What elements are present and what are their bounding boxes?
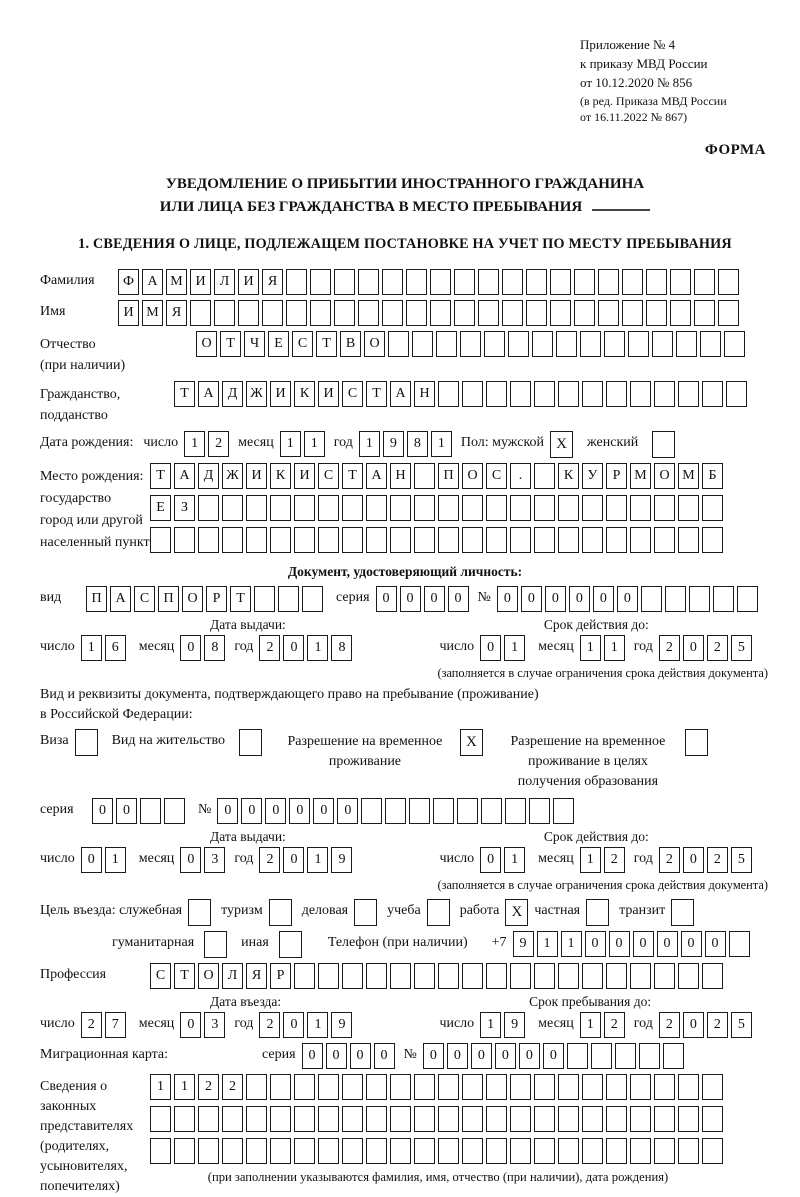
permit-issue-year-label: год: [234, 850, 254, 866]
header-line-2: к приказу МВД России: [580, 55, 708, 71]
entry-day-label: число: [40, 1015, 75, 1031]
purpose-study-label: учеба: [387, 902, 421, 918]
representatives-label-6: попечителях): [40, 1178, 120, 1194]
representatives-cells-row2[interactable]: [150, 1106, 726, 1132]
citizenship-cells[interactable]: Т А Д Ж И К И С Т А Н: [174, 381, 750, 407]
entry-dates-row: [40, 1012, 770, 1038]
patronymic-label: Отчество: [40, 336, 96, 352]
entry-month-cells[interactable]: 0 3: [180, 1012, 228, 1038]
doc-issue-year-cells[interactable]: 2 0 1 8: [259, 635, 355, 661]
migration-series-label: серия: [262, 1046, 296, 1062]
permit-number-sign: №: [198, 801, 212, 817]
year-label: год: [333, 434, 353, 450]
birthplace-city-label: город или другой: [40, 512, 143, 528]
purpose-private-checkbox[interactable]: [586, 899, 609, 926]
stay-month-label: месяц: [538, 1015, 574, 1031]
day-label: число: [143, 434, 179, 450]
stay-year-label: год: [633, 1015, 653, 1031]
permit-issue-date-label: Дата выдачи:: [210, 828, 286, 844]
gender-male-label: Пол: мужской: [460, 434, 545, 450]
migration-card-row: [40, 1043, 770, 1069]
birthdate-label: Дата рождения:: [40, 434, 134, 450]
title-line-2: ИЛИ ЛИЦА БЕЗ ГРАЖДАНСТВА В МЕСТО ПРЕБЫВАНИЯ: [159, 199, 583, 216]
representatives-note: (при заполнении указываются фамилия, имя, отчество (при наличии), дата рождения): [207, 1169, 669, 1184]
representatives-cells-row3[interactable]: [150, 1138, 726, 1164]
firstname-row: [40, 300, 770, 326]
doc-issue-year-label: год: [234, 638, 254, 654]
doc-exp-month-label: месяц: [538, 638, 574, 654]
header-subline-1: (в ред. Приказа МВД России: [580, 93, 727, 108]
birth-day-cells[interactable]: 1 2: [184, 431, 232, 457]
identity-doc-row: [40, 586, 770, 612]
gender-male-checkbox[interactable]: X: [550, 431, 573, 458]
surname-label: Фамилия: [40, 272, 95, 288]
purpose-transit-label: транзит: [619, 902, 666, 918]
permit-dates-row: [40, 847, 770, 873]
visa-label: Виза: [40, 732, 69, 748]
rvp-label-line2: проживание: [328, 753, 402, 769]
permit-intro-line1: Вид и реквизиты документа, подтверждающего право на пребывание (проживание): [40, 686, 539, 702]
permit-valid-until-label: Срок действия до:: [543, 828, 649, 844]
permit-exp-month-label: месяц: [538, 850, 574, 866]
purpose-official-label: Цель въезда: служебная: [40, 902, 183, 918]
doc-validity-note: (заполняется в случае ограничения срока действия документа): [437, 665, 768, 680]
entry-year-cells[interactable]: 2 0 1 9: [259, 1012, 355, 1038]
doc-issue-day-label: число: [40, 638, 75, 654]
migration-card-label: Миграционная карта:: [40, 1046, 169, 1062]
profession-cells[interactable]: С Т О Л Я Р: [150, 963, 726, 989]
stay-day-cells[interactable]: 1 9: [480, 1012, 528, 1038]
permit-date-labels: [40, 829, 770, 845]
phone-cells[interactable]: 9 1 1 0 0 0 0 0 0: [513, 931, 753, 957]
representatives-label-3: представителях: [40, 1118, 134, 1134]
phone-label: Телефон (при наличии): [327, 934, 468, 950]
stay-day-label: число: [439, 1015, 475, 1031]
doc-exp-year-label: год: [633, 638, 653, 654]
permit-issue-day-label: число: [40, 850, 75, 866]
permit-intro-line2: в Российской Федерации:: [40, 706, 193, 722]
purpose-business-label: деловая: [301, 902, 349, 918]
doc-issue-month-cells[interactable]: 0 8: [180, 635, 228, 661]
birthplace-row: [40, 463, 770, 559]
birth-month-cells[interactable]: 1 1: [280, 431, 328, 457]
month-label: месяц: [238, 434, 274, 450]
birthplace-label: Место рождения:: [40, 468, 144, 484]
purpose-study-checkbox[interactable]: [427, 899, 450, 926]
representatives-label-5: усыновителях,: [40, 1158, 128, 1174]
birth-year-cells[interactable]: 1 9 8 1: [359, 431, 455, 457]
identity-doc-heading: Документ, удостоверяющий личность:: [287, 563, 523, 579]
permit-series-cells[interactable]: 0 0: [92, 798, 188, 824]
title-line-1: УВЕДОМЛЕНИЕ О ПРИБЫТИИ ИНОСТРАННОГО ГРАЖДАНИНА: [165, 176, 645, 193]
permit-validity-note: (заполняется в случае ограничения срока действия документа): [437, 877, 768, 892]
citizenship-label: Гражданство,: [40, 386, 121, 402]
doc-valid-until-label: Срок действия до:: [543, 616, 649, 632]
doc-issue-date-label: Дата выдачи:: [210, 616, 286, 632]
permit-issue-month-label: месяц: [138, 850, 175, 866]
doc-dates-row: [40, 635, 770, 661]
purpose-other-label: иная: [241, 934, 269, 950]
entry-month-label: месяц: [138, 1015, 175, 1031]
purpose-other-checkbox[interactable]: [279, 931, 302, 958]
doc-series-cells[interactable]: 0 0 0 0: [376, 586, 472, 612]
permit-exp-year-label: год: [633, 850, 653, 866]
rvp-edu-checkbox[interactable]: [685, 729, 708, 756]
patronymic-cells[interactable]: О Т Ч Е С Т В О: [196, 331, 748, 357]
phone-prefix: +7: [491, 934, 507, 950]
permit-series-row: [40, 798, 770, 824]
permit-exp-day-label: число: [439, 850, 475, 866]
doc-number-sign: №: [477, 589, 491, 605]
entry-date-label: Дата въезда:: [210, 993, 282, 1009]
rvp-label-line1: Разрешение на временное: [287, 733, 443, 749]
surname-cells[interactable]: Ф А М И Л И Я: [118, 269, 742, 295]
migration-number-cells[interactable]: 0 0 0 0 0 0: [423, 1043, 687, 1069]
permit-exp-month-cells[interactable]: 1 2: [580, 847, 628, 873]
permit-exp-day-cells[interactable]: 0 1: [480, 847, 528, 873]
patronymic-row: [40, 331, 770, 376]
profession-label: Профессия: [40, 966, 107, 982]
birthplace-cells-row2[interactable]: Е З: [150, 495, 726, 521]
gender-female-label: женский: [587, 434, 639, 450]
purpose-private-label: частная: [534, 902, 581, 918]
purpose-tourism-checkbox[interactable]: [269, 899, 292, 926]
stay-year-cells[interactable]: 2 0 2 5: [659, 1012, 755, 1038]
permit-issue-year-cells[interactable]: 2 0 1 9: [259, 847, 355, 873]
representatives-label-2: законных: [40, 1098, 97, 1114]
purpose-business-checkbox[interactable]: [354, 899, 377, 926]
doc-exp-year-cells[interactable]: 2 0 2 5: [659, 635, 755, 661]
citizenship-label-2: подданство: [40, 407, 108, 423]
permit-number-cells[interactable]: 0 0 0 0 0 0: [217, 798, 577, 824]
header-reference-block: [580, 36, 770, 126]
stay-until-label: Срок пребывания до:: [529, 993, 652, 1009]
purpose-work-checkbox[interactable]: X: [505, 899, 528, 926]
permit-issue-month-cells[interactable]: 0 3: [180, 847, 228, 873]
form-title: [40, 173, 770, 220]
gender-female-checkbox[interactable]: [652, 431, 675, 458]
representatives-label-1: Сведения о: [40, 1078, 108, 1094]
doc-issue-day-cells[interactable]: 1 6: [81, 635, 129, 661]
migration-series-cells[interactable]: 0 0 0 0: [302, 1043, 398, 1069]
doc-exp-day-label: число: [439, 638, 475, 654]
header-line-1: Приложение № 4: [580, 37, 676, 52]
residence-permit-checkbox[interactable]: [239, 729, 262, 756]
citizenship-row: [40, 381, 770, 426]
rvp-edu-label-line1: Разрешение на временное: [510, 733, 666, 749]
profession-row: [40, 963, 770, 989]
entry-purpose-row: [40, 899, 770, 926]
firstname-label: Имя: [40, 303, 66, 319]
representatives-cells-row1[interactable]: 1 1 2 2: [150, 1074, 726, 1100]
migration-number-sign: №: [403, 1046, 417, 1062]
birthplace-state-label: государство: [40, 490, 112, 506]
permit-exp-year-cells[interactable]: 2 0 2 5: [659, 847, 755, 873]
rvp-checkbox[interactable]: X: [460, 729, 483, 756]
visa-checkbox[interactable]: [75, 729, 98, 756]
purpose-work-label: работа: [459, 902, 500, 918]
representatives-row: [40, 1074, 770, 1197]
section1-heading: 1. СВЕДЕНИЯ О ЛИЦЕ, ПОДЛЕЖАЩЕМ ПОСТАНОВКЕ НА УЧЕТ ПО МЕСТУ ПРЕБЫВАНИЯ: [78, 235, 732, 252]
surname-row: [40, 269, 770, 295]
title-underline: [592, 209, 650, 211]
birthplace-cells-row1[interactable]: Т А Д Ж И К И С Т А Н П О С . К У Р М О М Б: [150, 463, 726, 489]
firstname-cells[interactable]: И М Я: [118, 300, 742, 326]
purpose-extra-row: [40, 931, 770, 958]
doc-issue-month-label: месяц: [138, 638, 175, 654]
patronymic-note: (при наличии): [40, 357, 126, 373]
purpose-official-checkbox[interactable]: [188, 899, 211, 926]
birthplace-cells-row3[interactable]: [150, 527, 726, 553]
permit-issue-day-cells[interactable]: 0 1: [81, 847, 129, 873]
header-line-3: от 10.12.2020 № 856: [580, 74, 693, 90]
doc-number-cells[interactable]: 0 0 0 0 0 0: [497, 586, 761, 612]
entry-date-labels: [40, 994, 770, 1010]
doc-exp-day-cells[interactable]: 0 1: [480, 635, 528, 661]
birthplace-settlement-label: населенный пункт: [40, 534, 150, 550]
stay-month-cells[interactable]: 1 2: [580, 1012, 628, 1038]
doc-date-labels: [40, 617, 770, 633]
rvp-edu-label-line2: проживание в целях: [528, 753, 648, 769]
residence-permit-label: Вид на жительство: [111, 732, 225, 748]
rvp-edu-label-line3: получения образования: [517, 774, 659, 790]
doc-exp-month-cells[interactable]: 1 1: [580, 635, 628, 661]
entry-day-cells[interactable]: 2 7: [81, 1012, 129, 1038]
purpose-tourism-label: туризм: [221, 902, 263, 918]
purpose-humanitarian-label: гуманитарная: [112, 934, 195, 950]
entry-year-label: год: [234, 1015, 254, 1031]
purpose-transit-checkbox[interactable]: [671, 899, 694, 926]
forma-label: ФОРМА: [704, 142, 766, 159]
birthdate-row: [40, 431, 770, 458]
representatives-label-4: (родителях,: [40, 1138, 110, 1154]
doc-type-label: вид: [40, 589, 62, 605]
doc-type-cells[interactable]: П А С П О Р Т: [86, 586, 326, 612]
purpose-humanitarian-checkbox[interactable]: [204, 931, 227, 958]
permit-series-label: серия: [40, 801, 74, 817]
header-subline-2: от 16.11.2022 № 867): [580, 110, 688, 125]
permit-type-row: [40, 729, 770, 793]
doc-series-label: серия: [336, 589, 370, 605]
